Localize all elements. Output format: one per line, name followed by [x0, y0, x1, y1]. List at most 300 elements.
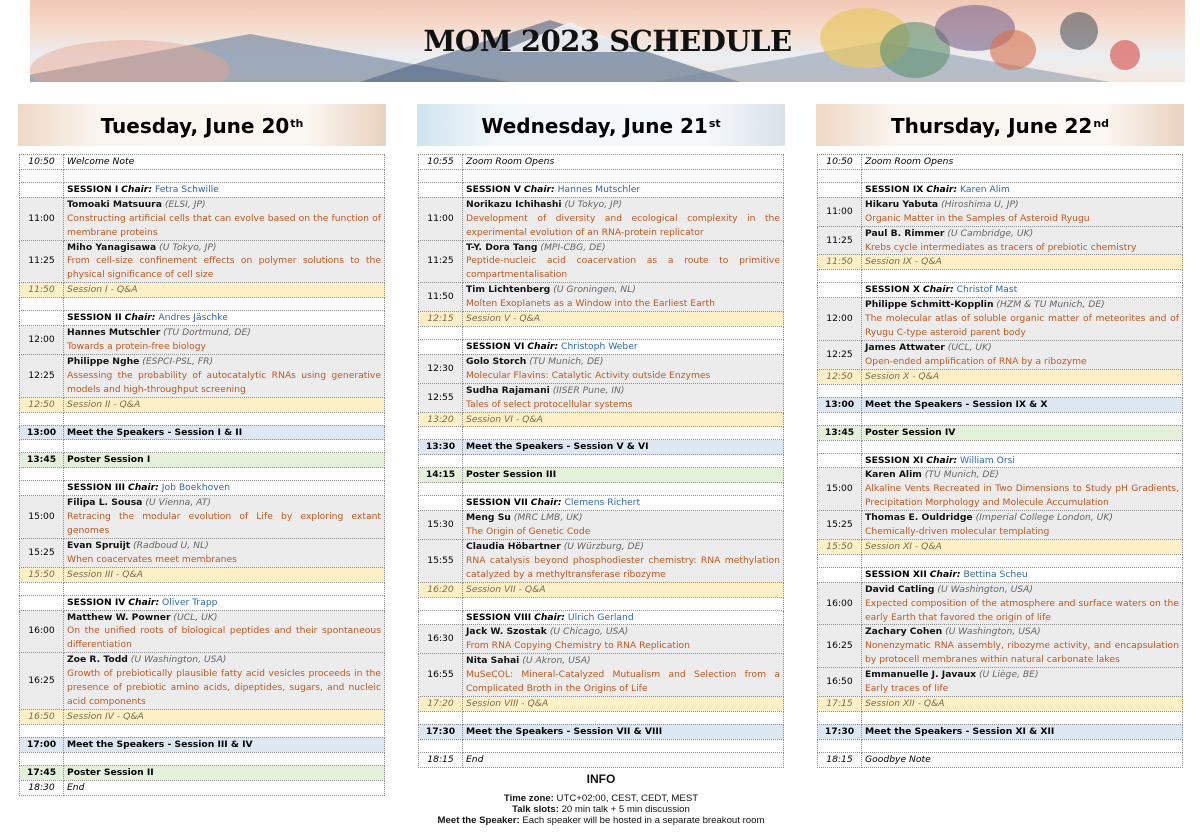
talk-title: Tales of select protocellular systems [466, 398, 633, 410]
schedule-row-talk [419, 240, 784, 283]
time-cell [419, 739, 463, 752]
content-cell [64, 538, 385, 567]
time-cell [20, 182, 64, 197]
time-cell [20, 468, 64, 481]
speaker-line [865, 341, 1179, 355]
day-header-wednesday [417, 104, 785, 146]
schedule-row-poster [20, 765, 385, 780]
session-label: SESSION X [865, 284, 920, 296]
schedule-row-blank [818, 169, 1183, 182]
time-cell [20, 440, 64, 453]
schedule-row-plain [818, 155, 1183, 170]
content-cell [862, 384, 1183, 397]
schedule-row-session [818, 283, 1183, 298]
schedule-row-talk [419, 283, 784, 312]
speaker-line [865, 227, 1179, 241]
schedule-row-talk [20, 653, 385, 710]
content-cell [64, 354, 385, 397]
time-cell [419, 455, 463, 468]
time-cell: 11:25 [20, 240, 64, 283]
schedule-row-blank [419, 711, 784, 724]
speaker-name: Filipa L. Sousa [67, 497, 143, 509]
row-text: Session XI - Q&A [865, 540, 942, 552]
speaker-affiliation: (Radboud U, NL) [133, 539, 209, 551]
speaker-line [466, 355, 780, 369]
schedule-row-blank [818, 711, 1183, 724]
schedule-row-plain [419, 752, 784, 767]
content-cell [862, 397, 1183, 412]
chair-name: Karen Alim [960, 183, 1010, 195]
time-cell [419, 483, 463, 496]
schedule-row-qa [818, 697, 1183, 712]
time-cell [818, 169, 862, 182]
chair-name: Oliver Trapp [162, 596, 218, 608]
speaker-affiliation: (TU Dortmund, DE) [163, 327, 251, 339]
content-cell [463, 724, 784, 739]
time-cell: 11:50 [818, 255, 862, 270]
info-box [418, 774, 784, 826]
schedule-row-session [20, 481, 385, 496]
speaker-name: Zoe R. Todd [67, 654, 128, 666]
session-label: SESSION VII [466, 497, 528, 509]
speaker-name: Philippe Schmitt-Kopplin [865, 299, 994, 311]
speaker-line [865, 511, 1179, 525]
content-cell [862, 283, 1183, 298]
content-cell [463, 326, 784, 339]
speaker-name: Golo Storch [466, 355, 527, 367]
chair-name: Clemens Richert [564, 497, 641, 509]
chair-name: Ulrich Gerland [567, 611, 634, 623]
row-text: End [67, 781, 85, 793]
chair-label: Chair: [523, 183, 555, 195]
time-cell: 15:00 [818, 468, 862, 511]
time-cell [20, 582, 64, 595]
day-header-tuesday [18, 104, 386, 146]
schedule-row-meet [20, 425, 385, 440]
chair-name: William Orsi [960, 454, 1015, 466]
speaker-affiliation: (Hiroshima U, JP) [941, 198, 1019, 210]
speaker-affiliation: (U Liège, BE) [978, 669, 1039, 681]
speaker-line [67, 241, 381, 255]
speaker-line [466, 540, 780, 554]
schedule-row-qa [20, 283, 385, 298]
schedule-row-blank [818, 412, 1183, 425]
time-cell: 11:00 [20, 197, 64, 240]
schedule-row-qa [419, 582, 784, 597]
day-label: Wednesday, June 21 [481, 114, 708, 138]
content-cell [64, 765, 385, 780]
schedule-row-plain [20, 780, 385, 795]
content-cell [862, 197, 1183, 226]
speaker-affiliation: (MRC LMB, UK) [513, 512, 583, 524]
speaker-affiliation: (U Akron, USA) [522, 655, 591, 667]
content-cell [862, 468, 1183, 511]
schedule-row-session [419, 339, 784, 354]
content-cell [463, 283, 784, 312]
talk-title: Expected composition of the atmosphere and surface waters on the early Earth that favored the origin of life [865, 597, 1179, 623]
info-label: Time zone: [503, 793, 554, 804]
schedule-row-qa [20, 567, 385, 582]
time-cell: 17:30 [818, 724, 862, 739]
chair-label: Chair: [530, 497, 562, 509]
info-text: Each speaker will be hosted in a separate breakout room [522, 815, 765, 826]
talk-title: Krebs cycle intermediates as tracers of prebiotic chemistry [865, 241, 1137, 253]
schedule-row-talk [419, 539, 784, 582]
schedule-row-qa [20, 709, 385, 724]
content-cell [463, 496, 784, 511]
talk-title: Assessing the probability of autocatalytic RNAs using generative models and high-throughput screening [67, 369, 381, 395]
talk-title: Constructing artificial cells that can evolve based on the function of membrane proteins [67, 212, 381, 238]
speaker-name: Claudia Höbartner [466, 540, 561, 552]
time-cell [818, 440, 862, 453]
row-text: Welcome Note [67, 156, 135, 167]
speaker-line [865, 668, 1179, 682]
speaker-name: Miho Yanagisawa [67, 241, 157, 253]
content-cell [862, 739, 1183, 752]
time-cell: 15:50 [20, 567, 64, 582]
time-cell: 17:20 [419, 697, 463, 712]
content-cell [463, 339, 784, 354]
time-cell [419, 182, 463, 197]
time-cell: 10:55 [419, 155, 463, 170]
info-line-timezone [418, 793, 784, 804]
talk-title: When coacervates meet membranes [67, 553, 237, 565]
info-text: UTC+02:00, CEST, CEDT, MEST [556, 793, 699, 804]
time-cell: 17:15 [818, 697, 862, 712]
row-text: Poster Session II [67, 766, 154, 778]
schedule-row-talk [20, 240, 385, 283]
time-cell: 17:00 [20, 737, 64, 752]
speaker-affiliation: (U Tokyo, JP) [564, 198, 622, 210]
day-suffix: nd [1093, 116, 1110, 130]
schedule-row-talk [419, 197, 784, 240]
time-cell: 13:30 [419, 440, 463, 455]
speaker-name: Sudha Rajamani [466, 384, 550, 396]
schedule-row-session [818, 567, 1183, 582]
speaker-name: Hikaru Yabuta [865, 198, 939, 210]
content-cell [862, 298, 1183, 341]
schedule-row-qa [20, 397, 385, 412]
content-cell [64, 240, 385, 283]
content-cell [862, 752, 1183, 767]
content-cell [463, 440, 784, 455]
time-cell [20, 412, 64, 425]
content-cell [862, 724, 1183, 739]
content-cell [463, 468, 784, 483]
time-cell [818, 567, 862, 582]
time-cell: 13:00 [818, 397, 862, 412]
content-cell [463, 597, 784, 610]
schedule-row-blank [20, 468, 385, 481]
speaker-line [865, 468, 1179, 482]
speaker-affiliation: (U Washington, USA) [130, 654, 227, 666]
session-label: SESSION IV [67, 596, 126, 608]
schedule-row-blank [419, 597, 784, 610]
content-cell [64, 709, 385, 724]
schedule-row-session [20, 595, 385, 610]
row-text: Session VII - Q&A [466, 583, 546, 595]
time-cell: 13:20 [419, 412, 463, 427]
content-cell [64, 610, 385, 653]
content-cell [862, 182, 1183, 197]
schedule-row-session [20, 182, 385, 197]
schedule-row-session [419, 496, 784, 511]
time-cell [419, 339, 463, 354]
content-cell [64, 440, 385, 453]
row-text: Zoom Room Opens [865, 156, 954, 167]
time-cell [818, 384, 862, 397]
time-cell: 15:25 [818, 511, 862, 540]
schedule-row-session [20, 311, 385, 326]
schedule-thursday [817, 154, 1183, 768]
time-cell: 13:00 [20, 425, 64, 440]
chair-label: Chair: [929, 568, 961, 580]
time-cell [20, 169, 64, 182]
time-cell: 12:00 [818, 298, 862, 341]
content-cell [862, 511, 1183, 540]
schedule-row-blank [20, 298, 385, 311]
speaker-line [67, 355, 381, 369]
time-cell: 16:30 [419, 625, 463, 654]
chair-label: Chair: [121, 183, 153, 195]
day-label: Thursday, June 22 [890, 114, 1093, 138]
content-cell [862, 539, 1183, 554]
schedule-row-session [419, 610, 784, 625]
content-cell [463, 383, 784, 412]
schedule-row-talk [818, 197, 1183, 226]
schedule-row-talk [818, 298, 1183, 341]
content-cell [64, 155, 385, 170]
session-label: SESSION VI [466, 340, 525, 352]
time-cell: 18:15 [818, 752, 862, 767]
talk-title: Chemically-driven molecular templating [865, 526, 1050, 538]
content-cell [64, 182, 385, 197]
session-label: SESSION XII [865, 568, 927, 580]
day-suffix: th [290, 116, 304, 130]
time-cell [818, 711, 862, 724]
time-cell: 13:45 [818, 425, 862, 440]
schedule-row-talk [20, 326, 385, 355]
schedule-row-talk [20, 496, 385, 539]
row-text: Session XII - Q&A [865, 698, 945, 709]
schedule-row-qa [419, 312, 784, 327]
chair-label: Chair: [527, 340, 559, 352]
content-cell [862, 582, 1183, 625]
schedule-row-talk [818, 468, 1183, 511]
time-cell [419, 326, 463, 339]
content-cell [463, 412, 784, 427]
time-cell [419, 711, 463, 724]
schedule-row-talk [818, 340, 1183, 369]
content-cell [64, 724, 385, 737]
time-cell: 10:50 [818, 155, 862, 170]
content-cell [463, 697, 784, 712]
time-cell: 15:50 [818, 539, 862, 554]
chair-label: Chair: [124, 312, 156, 324]
speaker-name: Karen Alim [865, 469, 922, 481]
session-label: SESSION XI [865, 454, 924, 466]
schedule-row-blank [20, 440, 385, 453]
chair-name: Hannes Mutschler [557, 183, 641, 195]
content-cell [862, 255, 1183, 270]
content-cell [64, 425, 385, 440]
talk-title: Organic Matter in the Samples of Asteroid Ryugu [865, 212, 1090, 224]
speaker-affiliation: (ESPCI-PSL, FR) [142, 355, 214, 367]
schedule-row-talk [419, 625, 784, 654]
content-cell [64, 780, 385, 795]
row-text: Session V - Q&A [466, 313, 541, 325]
chair-name: Christoph Weber [561, 340, 638, 352]
time-cell [818, 739, 862, 752]
content-cell [64, 326, 385, 355]
schedule-row-meet [419, 724, 784, 739]
speaker-affiliation: (U Groningen, NL) [553, 284, 636, 296]
session-label: SESSION I [67, 183, 119, 195]
chair-label: Chair: [128, 482, 159, 494]
content-cell [463, 654, 784, 697]
content-cell [463, 739, 784, 752]
speaker-name: T-Y. Dora Tang [466, 241, 538, 253]
content-cell [862, 412, 1183, 425]
time-cell [818, 283, 862, 298]
speaker-affiliation: (HZM & TU Munich, DE) [996, 299, 1105, 311]
time-cell: 11:00 [818, 197, 862, 226]
time-cell: 11:25 [818, 226, 862, 255]
time-cell [419, 597, 463, 610]
time-cell: 17:45 [20, 765, 64, 780]
time-cell [20, 724, 64, 737]
schedule-row-blank [419, 169, 784, 182]
speaker-name: Meng Su [466, 512, 511, 524]
time-cell: 16:20 [419, 582, 463, 597]
talk-title: MuSeCOL: Mineral-Catalyzed Mutualism and Selection from a Complicated Broth in the Origins of Life [466, 669, 780, 695]
content-cell [64, 481, 385, 496]
time-cell: 12:15 [419, 312, 463, 327]
talk-title: The Origin of Genetic Code [466, 526, 591, 538]
info-line-meet-speaker [418, 815, 784, 826]
speaker-line [466, 241, 780, 255]
time-cell: 12:25 [20, 354, 64, 397]
time-cell: 13:45 [20, 453, 64, 468]
talk-title: From cell-size confinement effects on polymer solutions to the physical significance of cell size [67, 255, 381, 281]
content-cell [862, 340, 1183, 369]
row-text: Meet the Speakers - Session III & IV [67, 738, 253, 750]
row-text: Goodbye Note [865, 753, 931, 765]
page-title: MOM 2023 SCHEDULE [423, 24, 792, 58]
schedule-row-talk [818, 226, 1183, 255]
speaker-line [466, 625, 780, 639]
speaker-affiliation: (U Washington, USA) [937, 583, 1033, 595]
content-cell [64, 468, 385, 481]
speaker-name: Hannes Mutschler [67, 327, 161, 339]
content-cell [463, 455, 784, 468]
content-cell [463, 240, 784, 283]
info-heading: INFO [586, 772, 616, 786]
schedule-row-blank [818, 739, 1183, 752]
time-cell [419, 610, 463, 625]
row-text: Session IX - Q&A [865, 256, 942, 268]
schedule-row-blank [419, 427, 784, 440]
schedule-row-session [419, 182, 784, 197]
time-cell [818, 270, 862, 283]
speaker-name: Tim Lichtenberg [466, 284, 551, 296]
speaker-line [67, 198, 381, 212]
schedule-row-talk [20, 197, 385, 240]
time-cell [20, 311, 64, 326]
row-text: End [466, 753, 484, 765]
info-line-talk-slots [418, 804, 784, 815]
speaker-name: Jack W. Szostak [466, 626, 547, 638]
schedule-row-qa [419, 697, 784, 712]
talk-title: Molten Exoplanets as a Window into the Earliest Earth [466, 298, 715, 310]
time-cell: 12:25 [818, 340, 862, 369]
content-cell [862, 453, 1183, 468]
row-text: Session VIII - Q&A [466, 698, 549, 709]
schedule-row-session [818, 182, 1183, 197]
time-cell [818, 182, 862, 197]
time-cell: 12:55 [419, 383, 463, 412]
row-text: Poster Session I [67, 454, 151, 466]
schedule-row-plain [20, 155, 385, 170]
speaker-line [67, 496, 381, 510]
row-text: Poster Session IV [865, 426, 956, 438]
schedule-row-blank [818, 554, 1183, 567]
schedule-row-meet [818, 397, 1183, 412]
schedule-row-qa [818, 369, 1183, 384]
schedule-row-qa [818, 255, 1183, 270]
talk-title: On the unified roots of biological peptides and their spontaneous differentiation [67, 625, 381, 651]
schedule-row-talk [419, 354, 784, 383]
info-label: Talk slots: [512, 804, 559, 815]
time-cell: 12:30 [419, 354, 463, 383]
speaker-line [466, 283, 780, 297]
speaker-line [67, 653, 381, 667]
speaker-name: Norikazu Ichihashi [466, 198, 562, 210]
content-cell [862, 155, 1183, 170]
talk-title: Nonenzymatic RNA assembly, ribozyme activity, and encapsulation by protocell membranes within natural carbonate lakes [865, 640, 1179, 666]
time-cell [20, 481, 64, 496]
schedule-row-talk [419, 511, 784, 540]
content-cell [463, 427, 784, 440]
speaker-name: James Attwater [865, 341, 945, 353]
speaker-name: Philippe Nghe [67, 355, 140, 367]
session-label: SESSION III [67, 482, 126, 494]
talk-title: From RNA Copying Chemistry to RNA Replication [466, 640, 690, 652]
time-cell [818, 554, 862, 567]
speaker-affiliation: (U Tokyo, JP) [159, 241, 217, 253]
speaker-affiliation: (TU Munich, DE) [529, 355, 604, 367]
schedule-row-talk [419, 383, 784, 412]
speaker-line [865, 625, 1179, 639]
schedule-row-poster [818, 425, 1183, 440]
row-text: Session VI - Q&A [466, 413, 543, 425]
speaker-line [466, 384, 780, 398]
chair-name: Fetra Schwille [154, 183, 219, 195]
schedule-row-blank [419, 326, 784, 339]
time-cell: 16:50 [818, 668, 862, 697]
speaker-line [466, 511, 780, 525]
speaker-name: Thomas E. Ouldridge [865, 512, 973, 524]
day-header-thursday [816, 104, 1184, 146]
row-text: Poster Session III [466, 469, 557, 481]
speaker-name: David Catling [865, 583, 935, 595]
row-text: Session I - Q&A [67, 284, 138, 296]
speaker-affiliation: (U Cambridge, UK) [947, 227, 1034, 239]
time-cell [20, 752, 64, 765]
content-cell [463, 197, 784, 240]
content-cell [64, 496, 385, 539]
content-cell [64, 653, 385, 710]
